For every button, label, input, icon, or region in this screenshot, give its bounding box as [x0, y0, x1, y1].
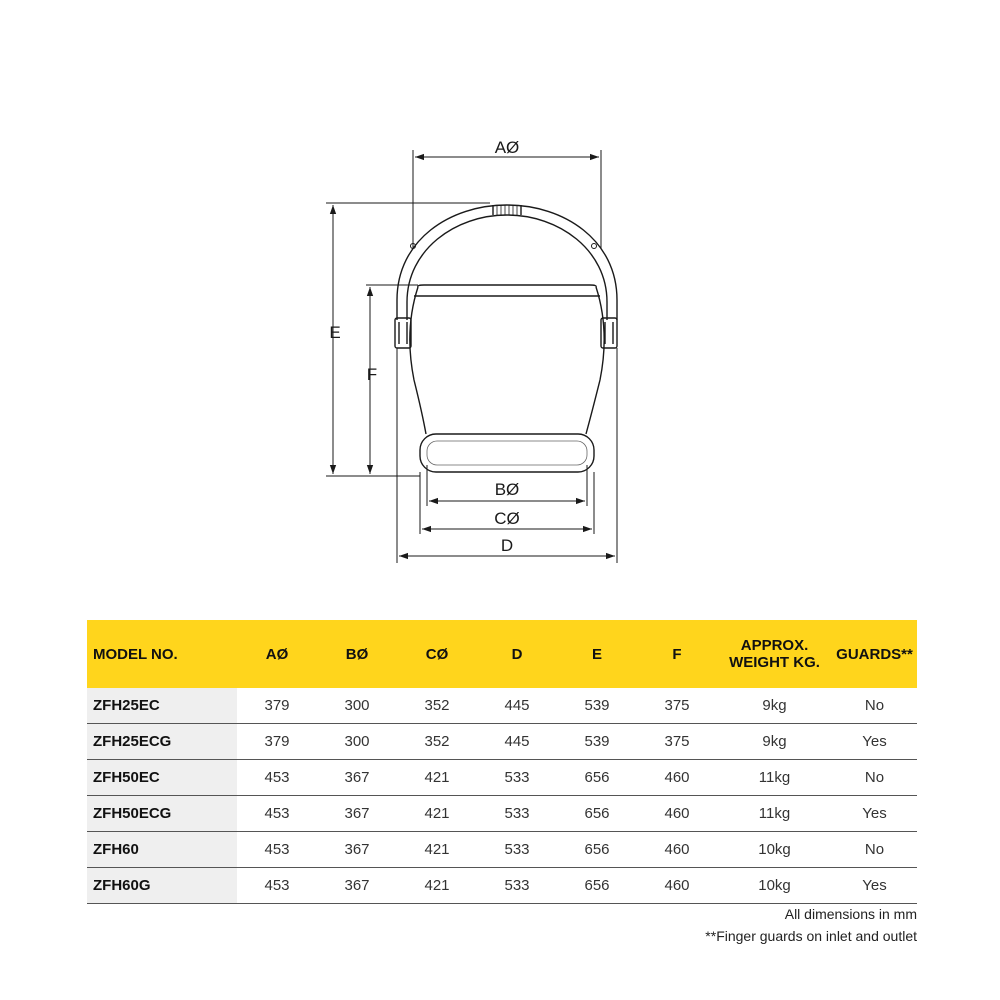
cell-model: ZFH50EC	[87, 760, 237, 796]
header-c: CØ	[397, 620, 477, 688]
table-row	[87, 760, 917, 796]
dimension-label-e: E	[329, 323, 341, 342]
cell-guards: Yes	[832, 868, 917, 904]
cell-guards: No	[832, 832, 917, 868]
cell-b: 367	[317, 796, 397, 832]
header-guards: GUARDS**	[832, 620, 917, 688]
header-e: E	[557, 620, 637, 688]
cell-f: 460	[637, 760, 717, 796]
cell-d: 533	[477, 796, 557, 832]
table-header-row	[87, 620, 917, 688]
dimension-label-d: D	[500, 536, 514, 555]
footnote-units: All dimensions in mm	[784, 906, 917, 922]
dimension-label-b: BØ	[494, 480, 520, 499]
footnote-guards: **Finger guards on inlet and outlet	[705, 928, 917, 944]
cell-b: 367	[317, 760, 397, 796]
cell-e: 539	[557, 724, 637, 760]
cell-e: 656	[557, 868, 637, 904]
dimension-label-f: F	[366, 365, 378, 384]
cell-model: ZFH60	[87, 832, 237, 868]
header-a: AØ	[237, 620, 317, 688]
header-model-no: MODEL NO.	[87, 620, 237, 688]
cell-weight: 11kg	[717, 760, 832, 796]
cell-d: 533	[477, 868, 557, 904]
dimension-label-c: CØ	[494, 509, 520, 528]
cell-b: 367	[317, 868, 397, 904]
cell-c: 421	[397, 760, 477, 796]
header-f: F	[637, 620, 717, 688]
cell-b: 367	[317, 832, 397, 868]
cell-model: ZFH25ECG	[87, 724, 237, 760]
cell-d: 445	[477, 688, 557, 724]
cell-e: 539	[557, 688, 637, 724]
cell-guards: Yes	[832, 724, 917, 760]
cell-a: 379	[237, 724, 317, 760]
cell-weight: 9kg	[717, 688, 832, 724]
cell-b: 300	[317, 724, 397, 760]
header-d: D	[477, 620, 557, 688]
cell-guards: No	[832, 760, 917, 796]
cell-f: 460	[637, 832, 717, 868]
cell-a: 453	[237, 796, 317, 832]
cell-d: 445	[477, 724, 557, 760]
cell-weight: 10kg	[717, 832, 832, 868]
table-row	[87, 832, 917, 868]
cell-model: ZFH25EC	[87, 688, 237, 724]
cell-b: 300	[317, 688, 397, 724]
cell-weight: 10kg	[717, 868, 832, 904]
cell-weight: 9kg	[717, 724, 832, 760]
cell-c: 421	[397, 832, 477, 868]
table-row	[87, 868, 917, 904]
cell-a: 453	[237, 868, 317, 904]
table-row	[87, 688, 917, 724]
cell-weight: 11kg	[717, 796, 832, 832]
handle	[395, 205, 617, 348]
cell-guards: Yes	[832, 796, 917, 832]
dimension-lines	[326, 150, 617, 563]
cell-a: 453	[237, 832, 317, 868]
dimension-label-a: AØ	[494, 138, 520, 157]
cell-model: ZFH60G	[87, 868, 237, 904]
cell-f: 460	[637, 868, 717, 904]
cell-d: 533	[477, 760, 557, 796]
cell-c: 421	[397, 868, 477, 904]
cell-f: 375	[637, 724, 717, 760]
cell-f: 460	[637, 796, 717, 832]
table-row	[87, 796, 917, 832]
cell-e: 656	[557, 832, 637, 868]
fan-body	[410, 285, 604, 472]
table-row	[87, 724, 917, 760]
cell-a: 379	[237, 688, 317, 724]
cell-model: ZFH50ECG	[87, 796, 237, 832]
header-approx-weight: APPROX. WEIGHT KG.	[717, 620, 832, 688]
cell-c: 352	[397, 724, 477, 760]
cell-a: 453	[237, 760, 317, 796]
cell-e: 656	[557, 796, 637, 832]
specification-table	[87, 620, 917, 904]
cell-c: 421	[397, 796, 477, 832]
header-b: BØ	[317, 620, 397, 688]
cell-d: 533	[477, 832, 557, 868]
cell-c: 352	[397, 688, 477, 724]
cell-f: 375	[637, 688, 717, 724]
cell-guards: No	[832, 688, 917, 724]
cell-e: 656	[557, 760, 637, 796]
